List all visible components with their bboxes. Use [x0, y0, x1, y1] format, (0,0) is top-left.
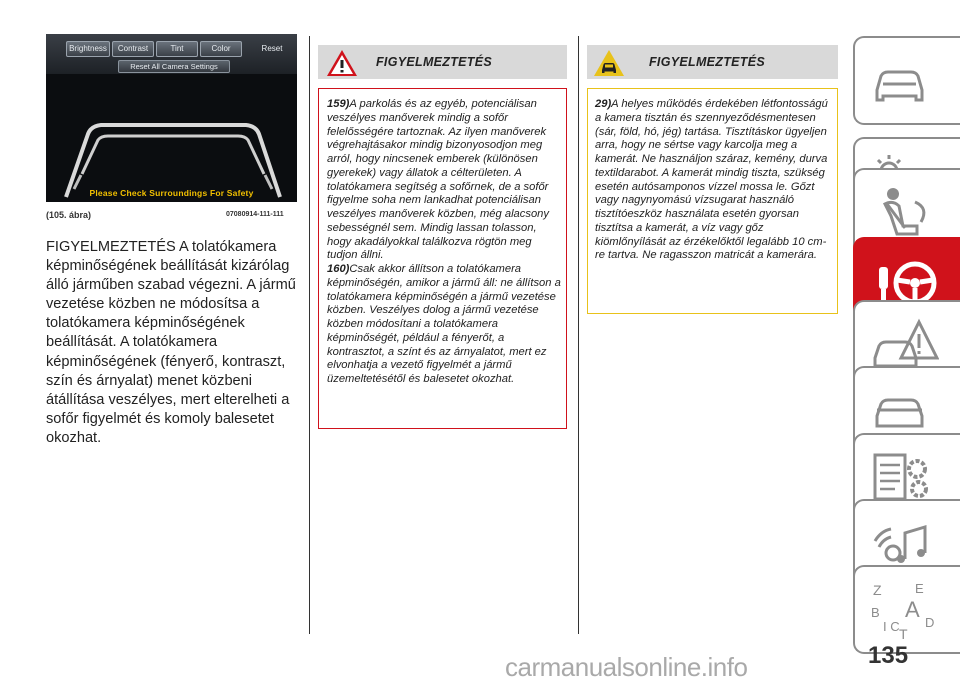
warning-item-text: A parkolás és az egyéb, potenciálisan veszélyes manőverek mindig a sofőr felelősségére tartoznak. Az ilyen manőverek végrehajtásakor mindig bizonyosodjon meg arról, hogy nincsenek emberek (különösen gyerekek) vagy állatok a célterületen. A tolatókamera segítség a sofőrnek, de a sofőr figyelme soha nem lankadhat potenciálisan veszélyes manőverek közben, még alacsony sebességnél sem. Mindig lassan tolasson, hogy akadályokkal találkozva rögtön meg tudjon állni. — [327, 98, 549, 262]
camera-warning-text: Please Check Surroundings For Safety — [89, 188, 254, 198]
camera-settings-bar — [46, 34, 297, 74]
svg-text:Z: Z — [873, 582, 882, 598]
tab-index[interactable] — [853, 565, 960, 654]
middle-warning-header — [318, 45, 567, 79]
figure-caption: (105. ábra) — [46, 210, 92, 220]
tab-car-info[interactable] — [853, 36, 960, 125]
svg-text:A: A — [905, 597, 920, 622]
page-number: 135 — [868, 642, 909, 669]
svg-text:T: T — [899, 626, 908, 642]
warning-item-text: Csak akkor állítson a tolatókamera képminőségén, amikor a jármű áll: ne állítson a tolatókamera képminőségén a jármű vezetése közben. Veszélyes dolog a jármű vezetése közben módosítani a tolatókamera képminőségét, például a fényerőt, a kontrasztot, a színt és az árnyalatot, mert ez elvonhatja a vezető figyelmét a jármű üzemeltetésétől és balesetet okozhat. — [327, 263, 561, 385]
middle-warning-box — [318, 88, 567, 429]
alphabetical-index-icon — [869, 579, 939, 643]
svg-text:B: B — [871, 605, 880, 620]
parking-guidelines — [46, 74, 297, 202]
car-info-icon — [869, 50, 929, 112]
camera-color-button: Color — [200, 41, 242, 57]
warning-triangle-icon — [326, 49, 358, 77]
camera-settings-figure — [46, 34, 297, 202]
car-warning-icon — [593, 49, 625, 77]
right-warning-title: FIGYELMEZTETÉS — [649, 55, 766, 69]
warning-item-text: A helyes működés érdekében létfontosságú a kamera tisztán és szennyeződésmentesen (sár, föld, hó, jég) tartása. Tisztításkor ügyeljen arra, hogy ne sértse vagy karcolja meg a kamerát. Ne használjon száraz, kemény, durva textildarabot. A kamerát mindig tiszta, szükség esetén autósamponos vízzel mossa le. Gőzt vagy nagynyomású vízsugarat használó tisztítóeszköz használata esetén gyorsan tisztítsa a kamerát, a víz vagy gőz kiömlőnyílását az érzékelőktől legalább 10 cm-re tartva. Ne ragasszon matricát a kamerára. — [595, 98, 828, 262]
camera-contrast-button: Contrast — [112, 41, 154, 57]
left-column-text: FIGYELMEZTETÉS A tolatókamera képminőségének beállítását kizárólag álló járműben szabad végezni. A jármű vezetése közben ne módosítsa a tolatókamera képminőségének beállítását. A tolatókamera képminőségének (fényerő, kontraszt, szín és árnyalat) menet közbeni átállítása veszélyes, mert elterelheti a sofőr figyelmét és komoly balesetet okozhat. — [46, 239, 296, 446]
svg-text:D: D — [925, 615, 935, 630]
warning-item-number: 29) — [595, 98, 612, 110]
svg-text:I C: I C — [883, 619, 900, 634]
column-divider — [578, 36, 579, 634]
column-divider — [309, 36, 310, 634]
right-warning-body — [595, 98, 832, 263]
warning-item-number: 160) — [327, 263, 350, 275]
right-warning-header — [587, 45, 838, 79]
watermark-text: carmanualsonline.info — [505, 652, 748, 682]
middle-warning-body — [327, 98, 563, 387]
camera-brightness-button: Brightness — [66, 41, 110, 57]
camera-reset-button: Reset — [261, 44, 283, 53]
warning-item-number: 159) — [327, 98, 350, 110]
middle-warning-title: FIGYELMEZTETÉS — [376, 55, 493, 69]
right-warning-box — [587, 88, 838, 314]
camera-tint-button: Tint — [156, 41, 198, 57]
camera-reset-all-button: Reset All Camera Settings — [118, 60, 230, 73]
figure-code: 07080914-111-111 — [226, 211, 284, 218]
svg-text:E: E — [915, 581, 924, 596]
